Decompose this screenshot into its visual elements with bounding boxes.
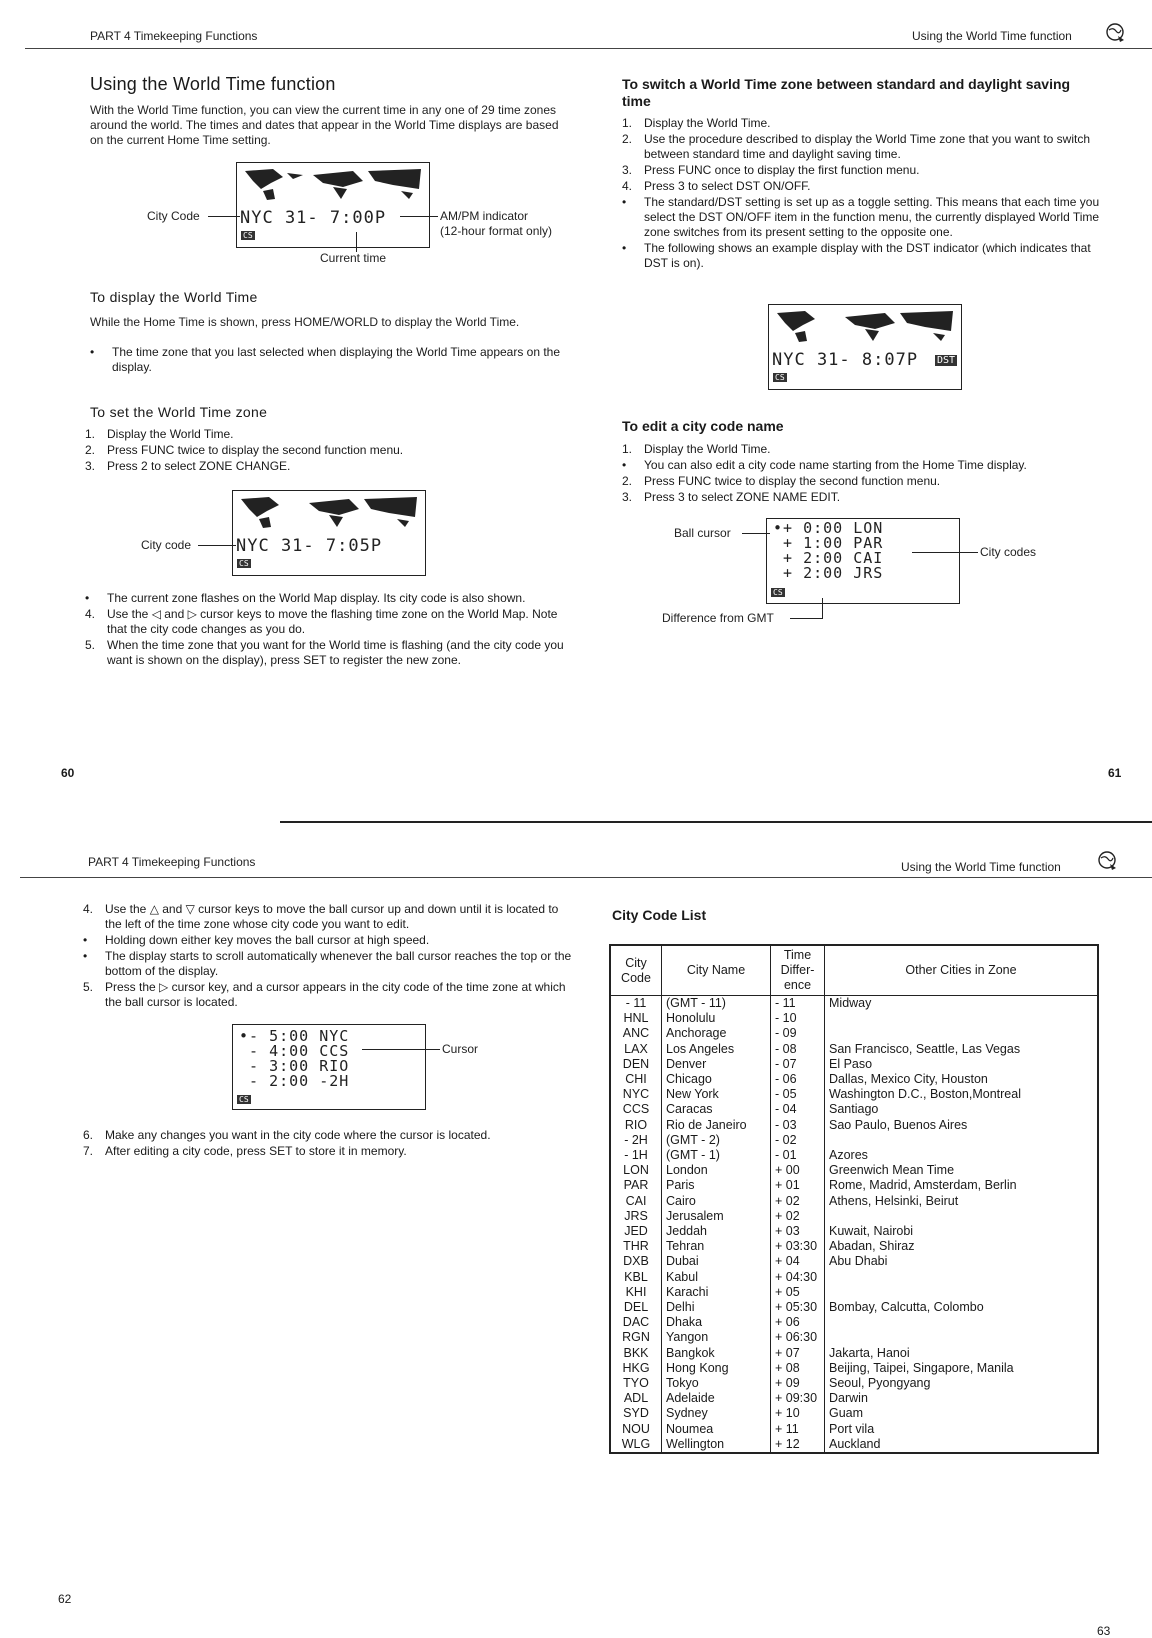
lcd-line: •- 5:00 NYC xyxy=(239,1027,350,1045)
table-cell: Caracas xyxy=(662,1102,771,1117)
table-row xyxy=(610,1285,1098,1300)
table-cell: Los Angeles xyxy=(662,1042,771,1057)
step-number: 3. xyxy=(85,459,96,473)
table-row xyxy=(610,1224,1098,1239)
lcd-display-3 xyxy=(768,304,962,390)
step-text: Press FUNC twice to display the second function menu. xyxy=(107,443,404,457)
lcd1-ampm-line xyxy=(400,216,438,217)
set-world-time-heading: To set the World Time zone xyxy=(90,404,268,420)
page-number-63: 63 xyxy=(1097,1624,1111,1638)
table-cell: Dhaka xyxy=(662,1315,771,1330)
step-number: 3. xyxy=(622,490,633,504)
list-item xyxy=(85,459,575,474)
table-cell xyxy=(825,1011,1099,1026)
edit-city-heading: To edit a city code name xyxy=(622,418,784,434)
table-cell: - 10 xyxy=(771,1011,825,1026)
table-cell: Seoul, Pyongyang xyxy=(825,1376,1099,1391)
table-cell: LON xyxy=(610,1163,662,1178)
table-row xyxy=(610,1133,1098,1148)
table-cell: RGN xyxy=(610,1330,662,1345)
step-text: Use the ◁ and ▷ cursor keys to move the flashing time zone on the World Map. Note that the city code changes as you do. xyxy=(107,607,558,636)
table-cell: Kabul xyxy=(662,1270,771,1285)
world-map-icon xyxy=(243,167,423,201)
table-cell: + 04 xyxy=(771,1254,825,1269)
table-cell: Adelaide xyxy=(662,1391,771,1406)
lcd-line: + 2:00 JRS xyxy=(773,564,884,582)
table-row xyxy=(610,1087,1098,1102)
table-row xyxy=(610,1422,1098,1437)
table-cell: Bangkok xyxy=(662,1346,771,1361)
step-number: • xyxy=(622,458,627,472)
table-cell: DEL xyxy=(610,1300,662,1315)
step-text: Press FUNC once to display the first function menu. xyxy=(644,163,920,177)
table-row xyxy=(610,1391,1098,1406)
list-item xyxy=(622,195,1109,240)
table-cell: NYC xyxy=(610,1087,662,1102)
step-text: Holding down either key moves the ball cursor at high speed. xyxy=(105,933,430,947)
step-text: Display the World Time. xyxy=(644,116,771,130)
lcd-display-4 xyxy=(766,518,960,604)
table-cell: NOU xyxy=(610,1422,662,1437)
table-cell: + 06 xyxy=(771,1315,825,1330)
lcd-display-1 xyxy=(236,162,430,248)
table-cell xyxy=(825,1270,1099,1285)
lcd-display-5 xyxy=(232,1024,426,1110)
table-row xyxy=(610,1026,1098,1041)
table-cell: + 02 xyxy=(771,1194,825,1209)
step-number: 4. xyxy=(622,179,633,193)
lcd1-ampm-note: (12-hour format only) xyxy=(440,224,553,238)
step-text: The current zone flashes on the World Map display. Its city code is also shown. xyxy=(107,591,526,605)
list-item xyxy=(622,442,1109,457)
lcd4-gmt-label: Difference from GMT xyxy=(662,611,774,625)
table-row xyxy=(610,1270,1098,1285)
lcd1-city-code-label: City Code xyxy=(147,209,200,223)
table-cell: Washington D.C., Boston,Montreal xyxy=(825,1087,1099,1102)
dst-steps-list xyxy=(622,116,1109,272)
bottom-header-rule xyxy=(20,877,1152,878)
table-row xyxy=(610,1239,1098,1254)
table-cell: Bombay, Calcutta, Colombo xyxy=(825,1300,1099,1315)
world-globe-icon xyxy=(1096,850,1120,872)
page-number-61: 61 xyxy=(1108,766,1122,780)
lcd-display-2 xyxy=(232,490,426,576)
table-cell: + 00 xyxy=(771,1163,825,1178)
table-cell: PAR xyxy=(610,1178,662,1193)
table-cell: - 03 xyxy=(771,1118,825,1133)
table-cell: Abu Dhabi xyxy=(825,1254,1099,1269)
table-cell: - 05 xyxy=(771,1087,825,1102)
table-cell: + 11 xyxy=(771,1422,825,1437)
lcd-line: + 2:00 CAI xyxy=(773,549,884,567)
step-number: 2. xyxy=(622,474,633,488)
table-row xyxy=(610,1057,1098,1072)
table-row xyxy=(610,1042,1098,1057)
table-cell: SYD xyxy=(610,1406,662,1421)
lcd-line: •+ 0:00 LON xyxy=(773,519,884,537)
table-cell: THR xyxy=(610,1239,662,1254)
table-cell: + 09 xyxy=(771,1376,825,1391)
step-number: 2. xyxy=(85,443,96,457)
lcd1-tag: CS xyxy=(243,231,253,240)
table-cell: TYO xyxy=(610,1376,662,1391)
spread-divider xyxy=(280,821,1152,823)
table-cell: Athens, Helsinki, Beirut xyxy=(825,1194,1099,1209)
table-row xyxy=(610,1194,1098,1209)
step-number: 4. xyxy=(83,902,94,916)
table-cell: Cairo xyxy=(662,1194,771,1209)
list-item xyxy=(622,179,1109,194)
step-text: Press 3 to select DST ON/OFF. xyxy=(644,179,811,193)
table-cell: - 08 xyxy=(771,1042,825,1057)
table-cell: RIO xyxy=(610,1118,662,1133)
table-row xyxy=(610,1102,1098,1117)
step-number: 5. xyxy=(85,638,96,652)
table-cell: Sydney xyxy=(662,1406,771,1421)
step-text: You can also edit a city code name starting from the Home Time display. xyxy=(644,458,1027,472)
table-row xyxy=(610,1376,1098,1391)
lcd1-time-line xyxy=(356,232,357,252)
table-row xyxy=(610,1209,1098,1224)
step-number: 6. xyxy=(83,1128,94,1142)
table-row xyxy=(610,1178,1098,1193)
table-cell: San Francisco, Seattle, Las Vegas xyxy=(825,1042,1099,1057)
table-cell: Hong Kong xyxy=(662,1361,771,1376)
dst-heading: To switch a World Time zone between standard and daylight saving time xyxy=(622,76,1071,109)
table-cell: WLG xyxy=(610,1437,662,1453)
table-cell: HKG xyxy=(610,1361,662,1376)
table-row xyxy=(610,1330,1098,1345)
table-cell: CAI xyxy=(610,1194,662,1209)
table-cell: Jeddah xyxy=(662,1224,771,1239)
lcd4-ball-label: Ball cursor xyxy=(674,526,731,540)
table-cell: KBL xyxy=(610,1270,662,1285)
table-row xyxy=(610,996,1098,1012)
table-cell: Greenwich Mean Time xyxy=(825,1163,1099,1178)
table-cell: Jakarta, Hanoi xyxy=(825,1346,1099,1361)
list-item xyxy=(622,116,1109,131)
table-cell: - 01 xyxy=(771,1148,825,1163)
lcd3-text: NYC 31- 8:07P xyxy=(772,350,919,370)
list-item xyxy=(622,458,1109,473)
table-cell: - 2H xyxy=(610,1133,662,1148)
step-text: Press FUNC twice to display the second function menu. xyxy=(644,474,941,488)
table-cell: - 11 xyxy=(610,996,662,1012)
table-cell: BKK xyxy=(610,1346,662,1361)
table-cell xyxy=(825,1315,1099,1330)
table-cell: + 12 xyxy=(771,1437,825,1453)
table-cell: DXB xyxy=(610,1254,662,1269)
step-number: 3. xyxy=(622,163,633,177)
list-item xyxy=(85,427,575,442)
table-cell: + 03 xyxy=(771,1224,825,1239)
list-item: • The time zone that you last selected when displaying the World Time appears on the display. xyxy=(90,345,561,374)
step-number: 5. xyxy=(83,980,94,994)
table-cell: Rome, Madrid, Amsterdam, Berlin xyxy=(825,1178,1099,1193)
table-cell: - 02 xyxy=(771,1133,825,1148)
table-cell: - 1H xyxy=(610,1148,662,1163)
lcd1-city-code-line xyxy=(208,216,240,217)
set-steps2-list xyxy=(85,591,575,669)
step-text: Use the procedure described to display the World Time zone that you want to switch between standard time and daylight saving time. xyxy=(644,132,1091,161)
list-item xyxy=(622,163,1109,178)
table-cell: Yangon xyxy=(662,1330,771,1345)
table-cell xyxy=(825,1209,1099,1224)
table-cell: CHI xyxy=(610,1072,662,1087)
display-world-time-text: While the Home Time is shown, press HOME/WORLD to display the World Time. xyxy=(90,315,520,329)
table-cell: Dubai xyxy=(662,1254,771,1269)
table-cell: + 04:30 xyxy=(771,1270,825,1285)
lcd4-codes-label: City codes xyxy=(980,545,1037,559)
table-cell: Jerusalem xyxy=(662,1209,771,1224)
table-cell: - 06 xyxy=(771,1072,825,1087)
table-row xyxy=(610,1346,1098,1361)
top-header-left: PART 4 Timekeeping Functions xyxy=(90,29,258,43)
lcd5-tag: CS xyxy=(239,1095,249,1104)
lcd1-text: NYC 31- 7:00P xyxy=(240,208,387,228)
table-cell: New York xyxy=(662,1087,771,1102)
list-item xyxy=(622,474,1109,489)
table-cell: ANC xyxy=(610,1026,662,1041)
list-item xyxy=(83,902,573,932)
world-map-icon xyxy=(239,495,419,529)
lcd4-lines xyxy=(773,521,883,581)
step-number: 1. xyxy=(622,442,633,456)
table-cell: + 02 xyxy=(771,1209,825,1224)
list-item xyxy=(83,1128,573,1143)
table-cell: + 06:30 xyxy=(771,1330,825,1345)
table-cell: Beijing, Taipei, Singapore, Manila xyxy=(825,1361,1099,1376)
step-text: The standard/DST setting is set up as a toggle setting. This means that each time you select the DST ON/OFF item in the function menu, the currently displayed World Time zone switches from its present setting to the opposite one. xyxy=(644,195,1100,239)
table-cell: Delhi xyxy=(662,1300,771,1315)
edit-steps-final xyxy=(83,1128,573,1160)
city-code-table xyxy=(609,944,1099,1454)
step-text: Display the World Time. xyxy=(107,427,234,441)
step-text: Press the ▷ cursor key, and a cursor appears in the city code of the time zone at which the ball cursor is located. xyxy=(105,980,566,1009)
table-cell: Wellington xyxy=(662,1437,771,1453)
bottom-header-left: PART 4 Timekeeping Functions xyxy=(88,855,256,869)
step-number: 7. xyxy=(83,1144,94,1158)
step-text: The display starts to scroll automatically whenever the ball cursor reaches the top or the bottom of the display. xyxy=(105,949,572,978)
page-number-60: 60 xyxy=(61,766,75,780)
list-item xyxy=(622,490,1109,505)
table-row xyxy=(610,1361,1098,1376)
table-cell xyxy=(825,1330,1099,1345)
table-cell: (GMT - 2) xyxy=(662,1133,771,1148)
table-cell: Anchorage xyxy=(662,1026,771,1041)
lcd2-city-code-line xyxy=(198,545,236,546)
table-cell: + 08 xyxy=(771,1361,825,1376)
list-item xyxy=(83,949,573,979)
bottom-header-right: Using the World Time function xyxy=(901,860,1061,874)
step-number: 1. xyxy=(85,427,96,441)
table-cell: Port vila xyxy=(825,1422,1099,1437)
table-row xyxy=(610,1254,1098,1269)
step-text: Press 3 to select ZONE NAME EDIT. xyxy=(644,490,841,504)
step-text: Make any changes you want in the city code where the cursor is located. xyxy=(105,1128,491,1142)
step-text: Use the △ and ▽ cursor keys to move the ball cursor up and down until it is located to the left of the time zone whose city code you want to edit. xyxy=(105,902,559,931)
table-row xyxy=(610,1163,1098,1178)
table-cell: Chicago xyxy=(662,1072,771,1087)
table-row xyxy=(610,1072,1098,1087)
table-cell: Paris xyxy=(662,1178,771,1193)
table-row xyxy=(610,1406,1098,1421)
lcd-line: - 4:00 CCS xyxy=(239,1042,350,1060)
lcd-line: - 2:00 -2H xyxy=(239,1072,350,1090)
table-cell: Tehran xyxy=(662,1239,771,1254)
display-world-time-heading: To display the World Time xyxy=(90,289,258,305)
set-steps-list xyxy=(85,427,575,475)
step-text: Press 2 to select ZONE CHANGE. xyxy=(107,459,291,473)
table-cell: Noumea xyxy=(662,1422,771,1437)
table-cell: JED xyxy=(610,1224,662,1239)
table-cell: Dallas, Mexico City, Houston xyxy=(825,1072,1099,1087)
table-cell: JRS xyxy=(610,1209,662,1224)
list-item xyxy=(83,980,573,1010)
city-code-list-heading: City Code List xyxy=(612,907,707,923)
table-row xyxy=(610,1437,1098,1453)
table-cell: + 09:30 xyxy=(771,1391,825,1406)
table-row xyxy=(610,1300,1098,1315)
list-item xyxy=(85,443,575,458)
table-cell: Honolulu xyxy=(662,1011,771,1026)
list-item xyxy=(622,241,1109,271)
col-time-diff: Time Differ-ence xyxy=(771,945,825,996)
table-cell xyxy=(825,1133,1099,1148)
table-cell: Santiago xyxy=(825,1102,1099,1117)
table-cell xyxy=(825,1026,1099,1041)
table-cell: + 05:30 xyxy=(771,1300,825,1315)
table-row xyxy=(610,1148,1098,1163)
lcd-line: + 1:00 PAR xyxy=(773,534,884,552)
table-cell: - 04 xyxy=(771,1102,825,1117)
list-item xyxy=(85,607,575,637)
table-cell: Guam xyxy=(825,1406,1099,1421)
table-cell: - 09 xyxy=(771,1026,825,1041)
list-item xyxy=(622,132,1109,162)
table-row xyxy=(610,1315,1098,1330)
step-number: • xyxy=(83,933,88,947)
step-number: • xyxy=(622,195,627,209)
step-number: • xyxy=(622,241,627,255)
table-cell: Denver xyxy=(662,1057,771,1072)
step-text: The following shows an example display with the DST indicator (which indicates that DST is on). xyxy=(644,241,1091,270)
lcd4-ball-line xyxy=(742,533,770,534)
table-cell: + 05 xyxy=(771,1285,825,1300)
table-cell: + 03:30 xyxy=(771,1239,825,1254)
table-cell: + 01 xyxy=(771,1178,825,1193)
world-map-icon xyxy=(775,309,955,343)
lcd1-current-time-label: Current time xyxy=(320,251,387,265)
step-number: • xyxy=(83,949,88,963)
col-other-cities: Other Cities in Zone xyxy=(825,945,1099,996)
lcd2-text: NYC 31- 7:05P xyxy=(236,536,383,556)
table-cell: Midway xyxy=(825,996,1099,1012)
table-cell: + 07 xyxy=(771,1346,825,1361)
lcd4-codes-line xyxy=(912,552,978,553)
lcd4-gmt-hline xyxy=(790,618,823,619)
table-cell: Tokyo xyxy=(662,1376,771,1391)
table-cell: (GMT - 11) xyxy=(662,996,771,1012)
lcd2-tag: CS xyxy=(239,559,249,568)
world-globe-icon xyxy=(1104,22,1128,44)
table-cell: HNL xyxy=(610,1011,662,1026)
table-cell: (GMT - 1) xyxy=(662,1148,771,1163)
table-cell: Rio de Janeiro xyxy=(662,1118,771,1133)
lcd3-tag: CS xyxy=(775,373,785,382)
list-item xyxy=(85,591,575,606)
lcd2-city-code-label: City code xyxy=(141,538,192,552)
table-cell: CCS xyxy=(610,1102,662,1117)
edit-steps-continued xyxy=(83,902,573,1011)
list-item xyxy=(83,933,573,948)
lcd5-cursor-line xyxy=(362,1049,440,1050)
edit-steps-list xyxy=(622,442,1109,506)
step-text: Display the World Time. xyxy=(644,442,771,456)
list-item xyxy=(83,1144,573,1159)
page60-title: Using the World Time function xyxy=(90,74,336,94)
step-number: • xyxy=(85,591,90,605)
table-cell: Sao Paulo, Buenos Aires xyxy=(825,1118,1099,1133)
table-cell: + 10 xyxy=(771,1406,825,1421)
col-city-code: City Code xyxy=(610,945,662,996)
lcd4-tag: CS xyxy=(773,588,783,597)
table-cell: Auckland xyxy=(825,1437,1099,1453)
page60-intro: With the World Time function, you can view the current time in any one of 29 time zones around the world. The times and dates that appear in the World Time displays are based on the current Home Time setting. xyxy=(90,103,559,147)
table-cell: Darwin xyxy=(825,1391,1099,1406)
table-cell: - 11 xyxy=(771,996,825,1012)
step-text: When the time zone that you want for the World time is flashing (and the city code you want is shown on the display), press SET to register the new zone. xyxy=(107,638,564,667)
lcd3-dst-tag: DST xyxy=(937,355,956,366)
lcd1-ampm-label: AM/PM indicator xyxy=(440,209,529,223)
table-cell: El Paso xyxy=(825,1057,1099,1072)
table-row xyxy=(610,1011,1098,1026)
list-item xyxy=(85,638,575,668)
top-header-right: Using the World Time function xyxy=(912,29,1072,43)
table-header-row xyxy=(610,945,1098,996)
step-number: 2. xyxy=(622,132,633,146)
table-cell xyxy=(825,1285,1099,1300)
table-cell: DEN xyxy=(610,1057,662,1072)
table-cell: Azores xyxy=(825,1148,1099,1163)
lcd5-cursor-label: Cursor xyxy=(442,1042,479,1056)
page-number-62: 62 xyxy=(58,1592,72,1606)
table-cell: LAX xyxy=(610,1042,662,1057)
step-number: 1. xyxy=(622,116,633,130)
table-cell: KHI xyxy=(610,1285,662,1300)
table-row xyxy=(610,1118,1098,1133)
lcd-line: - 3:00 RIO xyxy=(239,1057,350,1075)
lcd5-lines xyxy=(239,1029,349,1089)
display-world-time-bullet xyxy=(90,345,570,376)
table-cell: - 07 xyxy=(771,1057,825,1072)
table-cell: Karachi xyxy=(662,1285,771,1300)
step-text: After editing a city code, press SET to store it in memory. xyxy=(105,1144,407,1158)
top-header-rule xyxy=(25,48,1152,49)
table-cell: Kuwait, Nairobi xyxy=(825,1224,1099,1239)
step-number: 4. xyxy=(85,607,96,621)
table-cell: ADL xyxy=(610,1391,662,1406)
table-cell: Abadan, Shiraz xyxy=(825,1239,1099,1254)
col-city-name: City Name xyxy=(662,945,771,996)
lcd4-gmt-vline xyxy=(822,598,823,618)
table-cell: London xyxy=(662,1163,771,1178)
table-cell: DAC xyxy=(610,1315,662,1330)
